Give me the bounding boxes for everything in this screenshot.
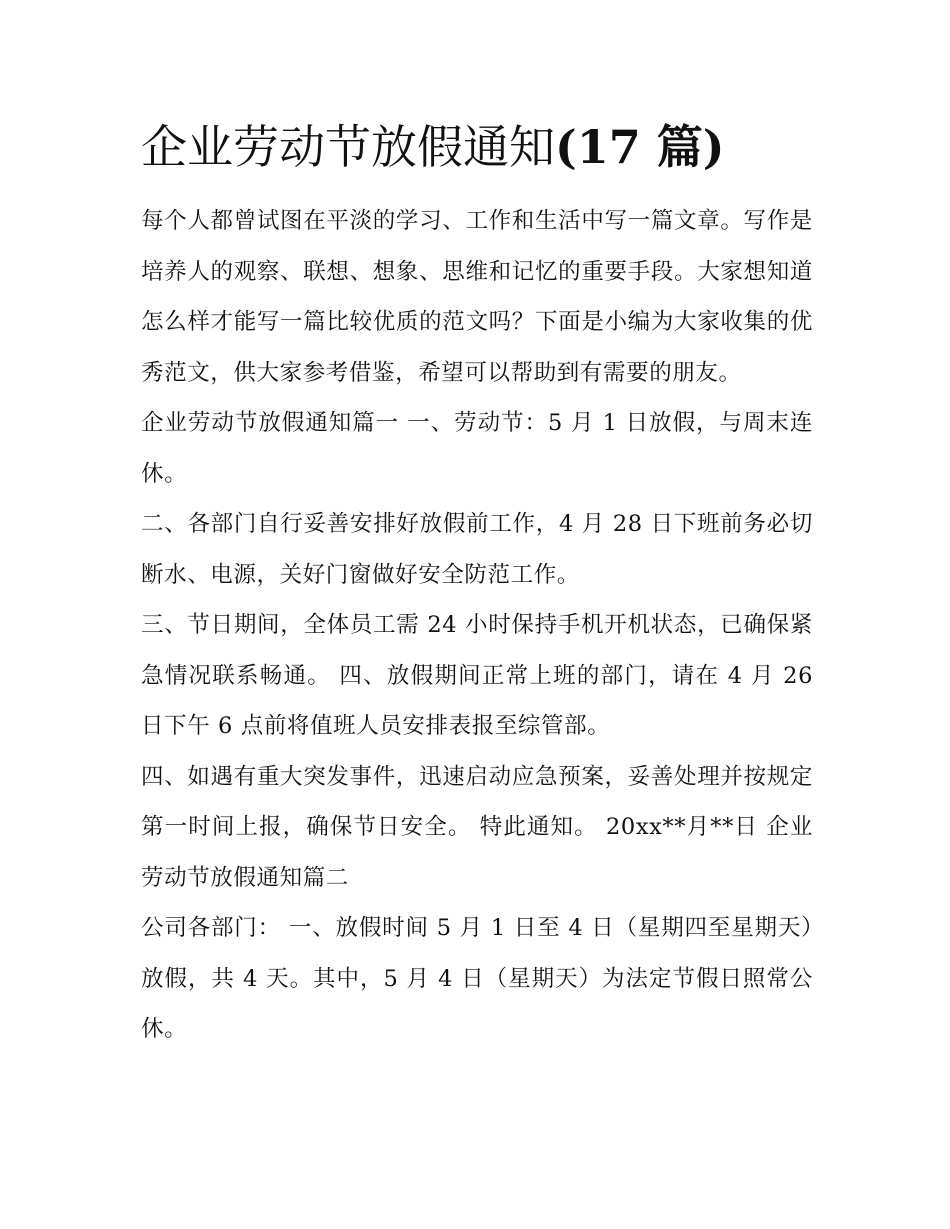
title-main: 企业劳动节放假通知: [141, 120, 555, 174]
page-title: [141, 116, 725, 178]
document-body: [141, 196, 813, 1055]
title-suffix: (17 篇): [555, 120, 725, 174]
paragraph-schedule: 公司各部门： 一、放假时间 5 月 1 日至 4 日（星期四至星期天）放假，共 4 天。其中，5 月 4 日（星期天）为法定节假日照常公休。: [141, 915, 813, 1042]
paragraph-emergency: 四、如遇有重大突发事件，迅速启动应急预案，妥善处理并按规定第一时间上报，确保节日安全。 特此通知。 20xx**月**日 企业劳动节放假通知篇二: [141, 763, 813, 891]
intro-paragraph: 每个人都曾试图在平淡的学习、工作和生活中写一篇文章。写作是培养人的观察、联想、想象、思维和记忆的重要手段。大家想知道怎么样才能写一篇比较优质的范文吗？下面是小编为大家收集的优秀范文，供大家参考借鉴，希望可以帮助到有需要的朋友。: [141, 208, 813, 386]
paragraph-holiday-date: 企业劳动节放假通知篇一 一、劳动节：5 月 1 日放假，与周末连休。: [141, 410, 813, 487]
paragraph-contact: 三、节日期间，全体员工需 24 小时保持手机开机状态，已确保紧急情况联系畅通。 四、放假期间正常上班的部门，请在 4 月 26 日下午 6 点前将值班人员安排表报至综管部。: [141, 612, 813, 739]
paragraph-preparation: 二、各部门自行妥善安排好放假前工作，4 月 28 日下班前务必切断水、电源，关好门窗做好安全防范工作。: [141, 511, 813, 588]
